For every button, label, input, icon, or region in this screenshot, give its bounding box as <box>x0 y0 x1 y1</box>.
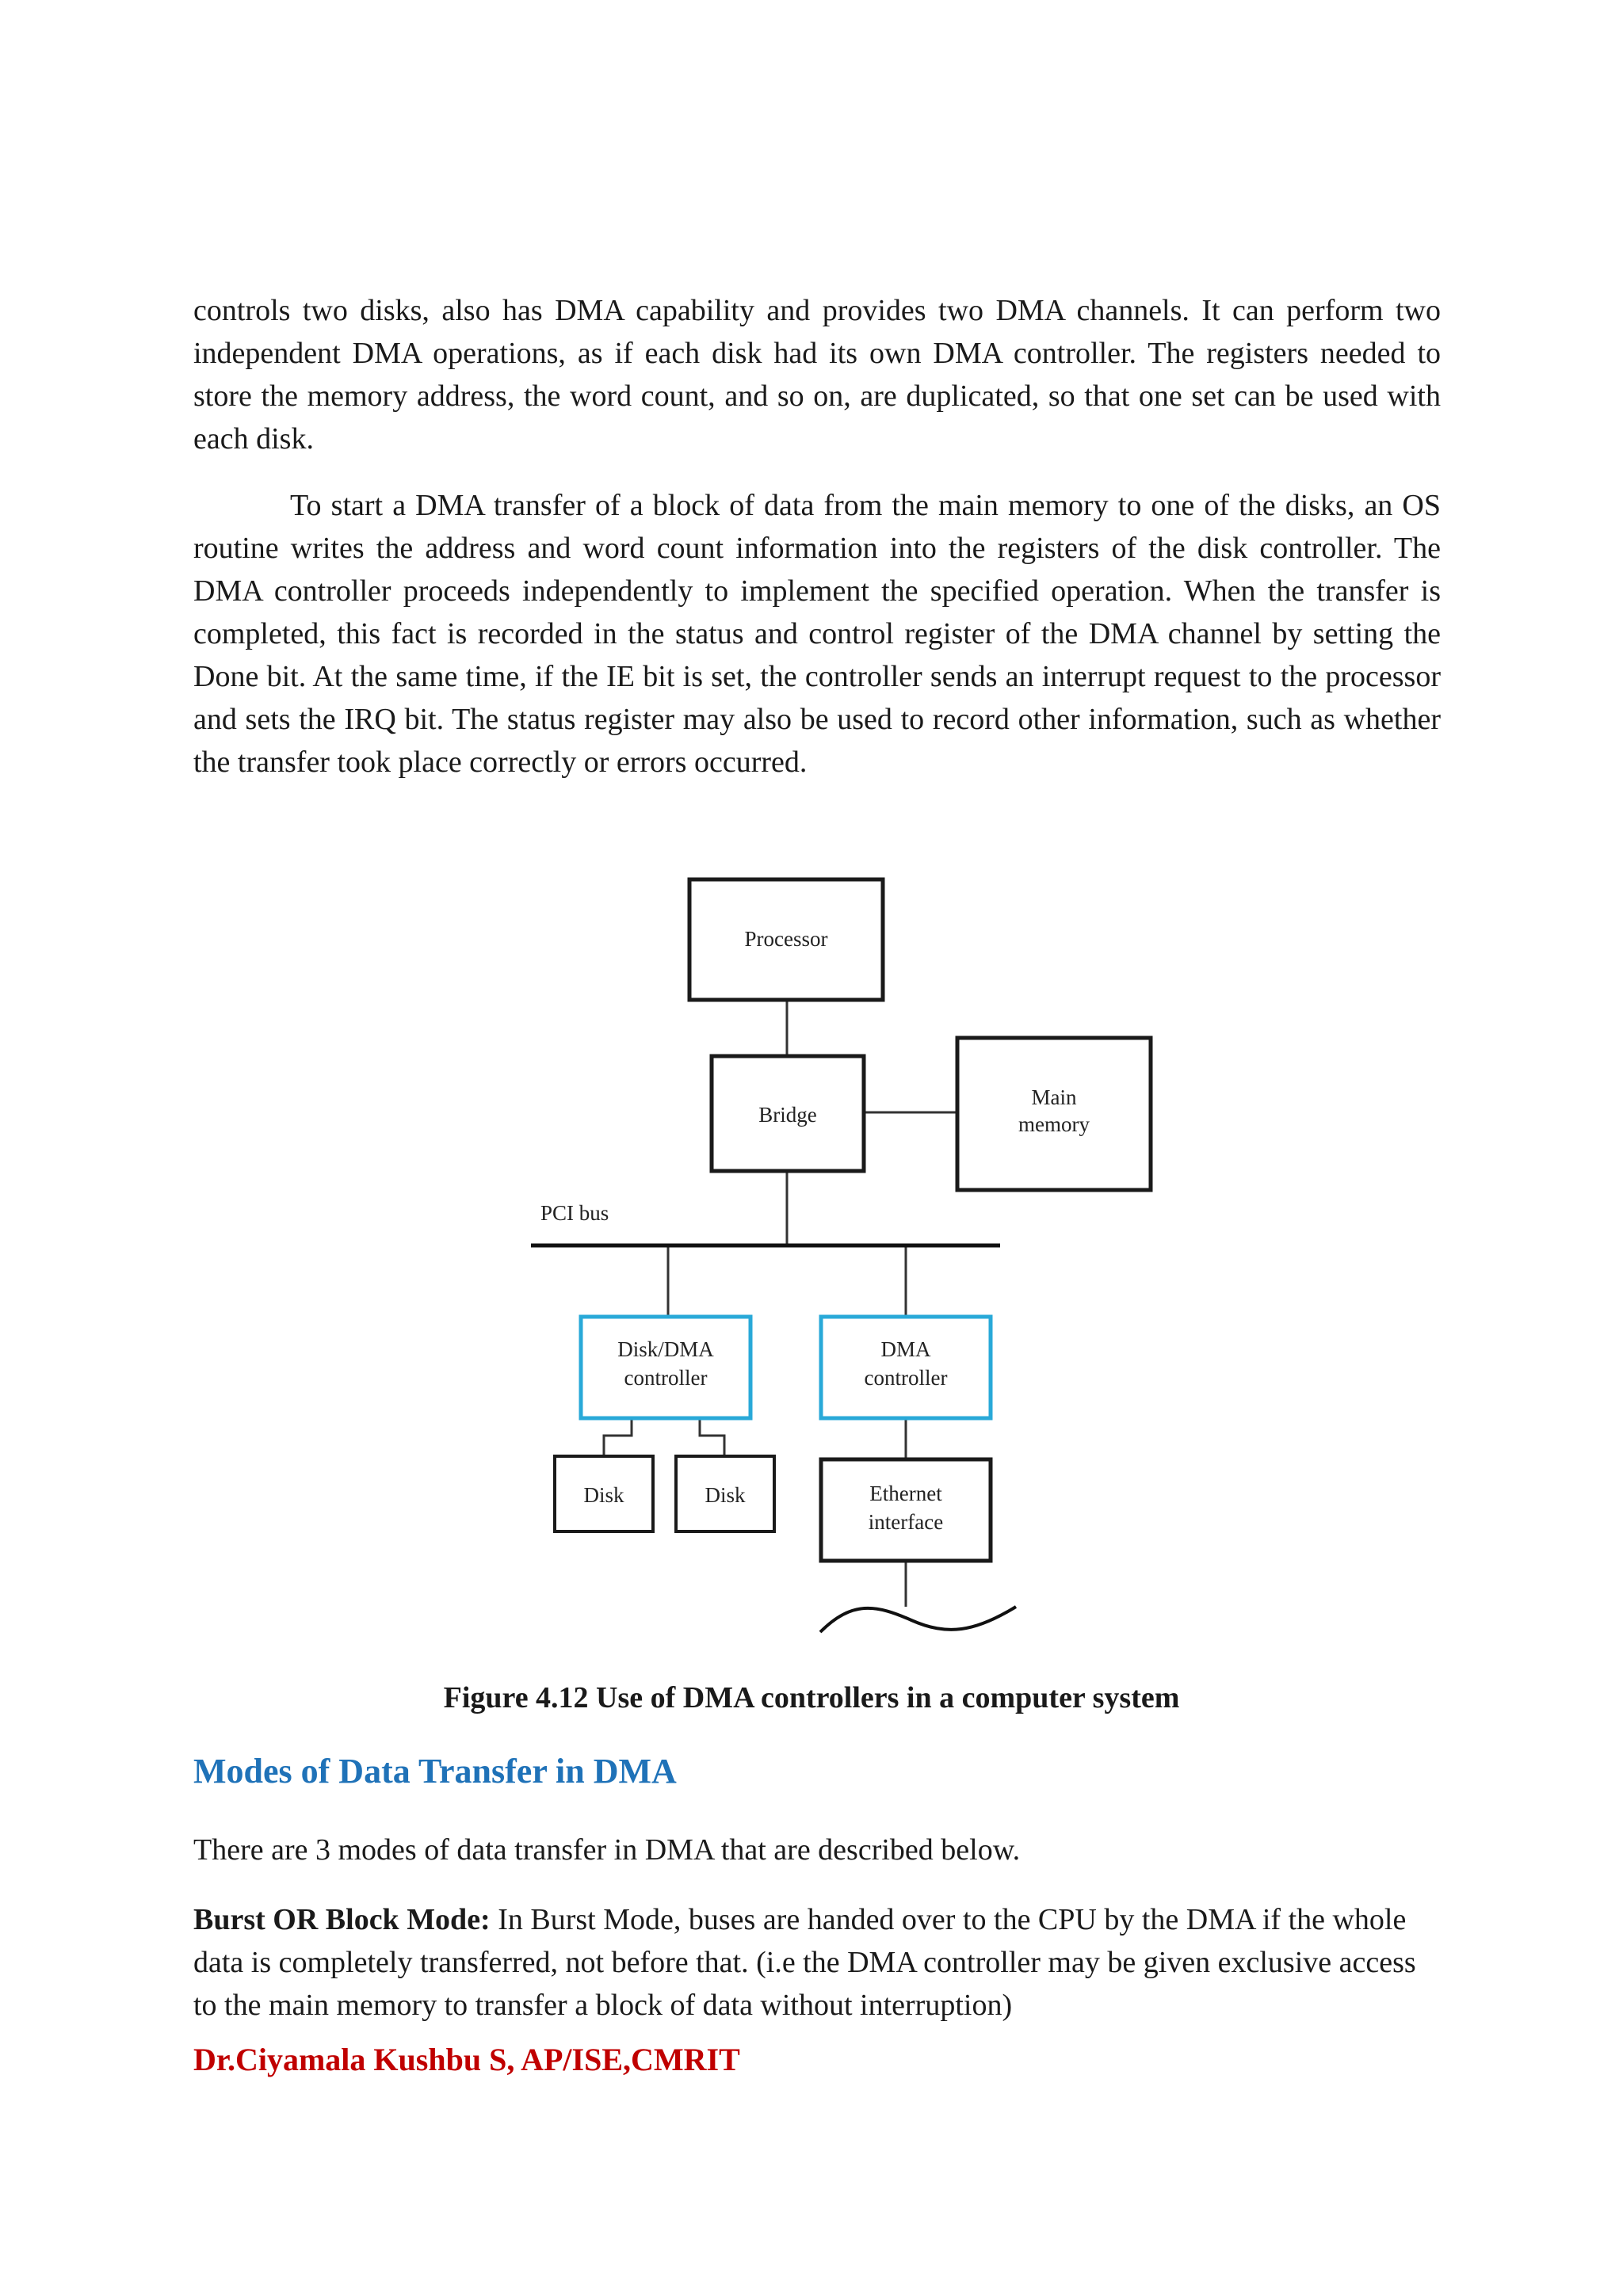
ethernet-label-line2: interface <box>868 1510 944 1534</box>
ethernet-label-line1: Ethernet <box>869 1482 942 1505</box>
section-intro: There are 3 modes of data transfer in DMA that are described below. <box>193 1833 1021 1867</box>
dma-block-diagram <box>0 856 1623 1648</box>
network-cable <box>820 1607 1016 1632</box>
main-memory-label-line1: Main <box>1031 1085 1077 1109</box>
pci-bus-label: PCI bus <box>540 1201 609 1225</box>
bridge-label: Bridge <box>758 1103 817 1127</box>
body-paragraph-2: To start a DMA transfer of a block of data from the main memory to one of the disks, an OS routine writes the address and word count information into the registers of the disk controller. The DMA controller proceeds independently to implement the specified operation. When the transfer is completed, this fact is recorded in the status and control register of the DMA channel by setting the Done bit. At the same time, if the IE bit is set, the controller sends an interrupt request to the processor and sets the IRQ bit. The status register may also be used to record other information, such as whether the transfer took place correctly or errors occurred. <box>193 489 1441 779</box>
burst-mode-text: In Burst Mode, buses are handed over to the CPU by the DMA if the whole data is completely transferred, not before that. (i.e the DMA controller may be given exclusive access to the main memory to transfer a block of data without interruption) <box>193 1903 1416 2022</box>
disk-dma-label-line2: controller <box>624 1366 708 1390</box>
disk-label-1: Disk <box>583 1483 624 1507</box>
dma-label-line2: controller <box>864 1366 948 1390</box>
processor-label: Processor <box>744 927 828 951</box>
disk-dma-label-line1: Disk/DMA <box>617 1337 714 1361</box>
burst-mode-label: Burst OR Block Mode: <box>193 1903 491 1936</box>
author-footer: Dr.Ciyamala Kushbu S, AP/ISE,CMRIT <box>193 2042 740 2077</box>
figure-caption: Figure 4.12 Use of DMA controllers in a computer system <box>443 1681 1180 1714</box>
disk-label-2: Disk <box>705 1483 746 1507</box>
main-memory-label-line2: memory <box>1018 1112 1090 1136</box>
section-heading: Modes of Data Transfer in DMA <box>193 1752 677 1791</box>
dma-label-line1: DMA <box>880 1337 931 1361</box>
body-paragraph-1: controls two disks, also has DMA capability and provides two DMA channels. It can perform two independent DMA operations, as if each disk had its own DMA controller. The registers needed to store the memory address, the word count, and so on, are duplicated, so that one set can be used with each disk. <box>193 294 1441 456</box>
burst-mode-paragraph <box>193 1898 1441 2027</box>
